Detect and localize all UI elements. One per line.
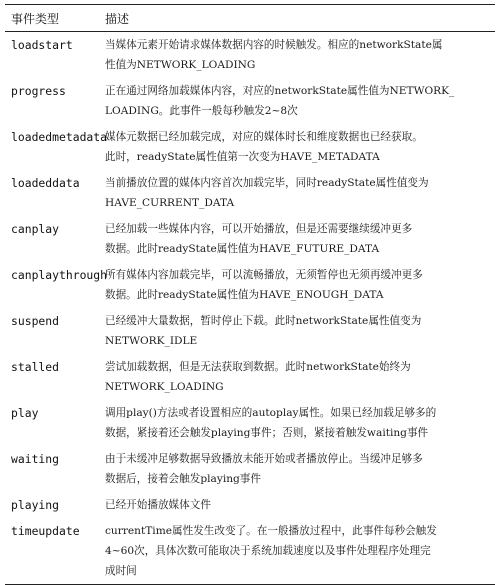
table-row — [5, 216, 495, 262]
table-row — [5, 518, 495, 584]
event-description: 正在通过网络加载媒体内容，对应的networkState属性值为NETWORK_ LOADING。此事件一般每秒触发2~8次 — [105, 85, 455, 117]
event-name: progress — [11, 84, 66, 98]
event-name: loadstart — [11, 38, 73, 52]
event-description: 已经缓冲大量数据，暂时停止下载。此时networkState属性值变为 NETWORK_IDLE — [105, 315, 422, 347]
table-row — [5, 170, 495, 216]
event-name: canplaythrough — [11, 268, 108, 282]
table-row — [5, 78, 495, 124]
event-name: loadedmetadata — [11, 130, 108, 144]
table-body — [5, 32, 495, 584]
event-description: 已经开始播放媒体文件 — [105, 499, 211, 511]
header-event-type: 事件类型 — [11, 11, 60, 26]
event-description: 已经加载一些媒体内容，可以开始播放，但是还需要继续缓冲更多 数据。此时readyState属性值为HAVE_FUTURE_DATA — [105, 223, 413, 255]
event-description: 媒体元数据已经加载完成，对应的媒体时长和维度数据也已经获取。 此时，readyState属性值第一次变为HAVE_METADATA — [105, 131, 423, 163]
event-name: suspend — [11, 314, 60, 328]
header-description: 描述 — [105, 11, 130, 26]
table-row — [5, 124, 495, 170]
event-description: 由于未缓冲足够数据导致播放未能开始或者播放停止。当缓冲足够多 数据后，接着会触发playing事件 — [105, 453, 423, 485]
table-row — [5, 262, 495, 308]
event-name: stalled — [11, 360, 60, 374]
table-row — [5, 308, 495, 354]
event-name: canplay — [11, 222, 60, 236]
event-description: 所有媒体内容加载完毕，可以流畅播放，无须暂停也无须再缓冲更多 数据。此时readyState属性值为HAVE_ENOUGH_DATA — [105, 269, 423, 301]
event-description: currentTime属性发生改变了。在一般播放过程中，此事件每秒会触发 4~60次，具体次数可能取决于系统加载速度以及事件处理程序处理完 成时间 — [105, 525, 437, 577]
table-header-row — [5, 5, 495, 31]
table-row — [5, 354, 495, 400]
event-name: waiting — [11, 452, 60, 466]
event-table — [5, 4, 495, 585]
table-row — [5, 32, 495, 78]
table-row — [5, 446, 495, 492]
table-row — [5, 400, 495, 446]
event-description: 当媒体元素开始请求媒体数据内容的时候触发。相应的networkState属 性值为NETWORK_LOADING — [105, 39, 443, 71]
event-description: 当前播放位置的媒体内容首次加载完毕，同时readyState属性值变为 HAVE_CURRENT_DATA — [105, 177, 429, 209]
event-name: timeupdate — [11, 524, 80, 538]
table-row — [5, 492, 495, 518]
event-description: 调用play()方法或者设置相应的autoplay属性。如果已经加载足够多的 数据，紧接着还会触发playing事件；否则，紧接着触发waiting事件 — [105, 407, 437, 439]
event-name: playing — [11, 498, 60, 512]
event-name: play — [11, 406, 39, 420]
event-description: 尝试加载数据，但是无法获取到数据。此时networkState始终为 NETWORK_LOADING — [105, 361, 411, 393]
event-name: loadeddata — [11, 176, 80, 190]
